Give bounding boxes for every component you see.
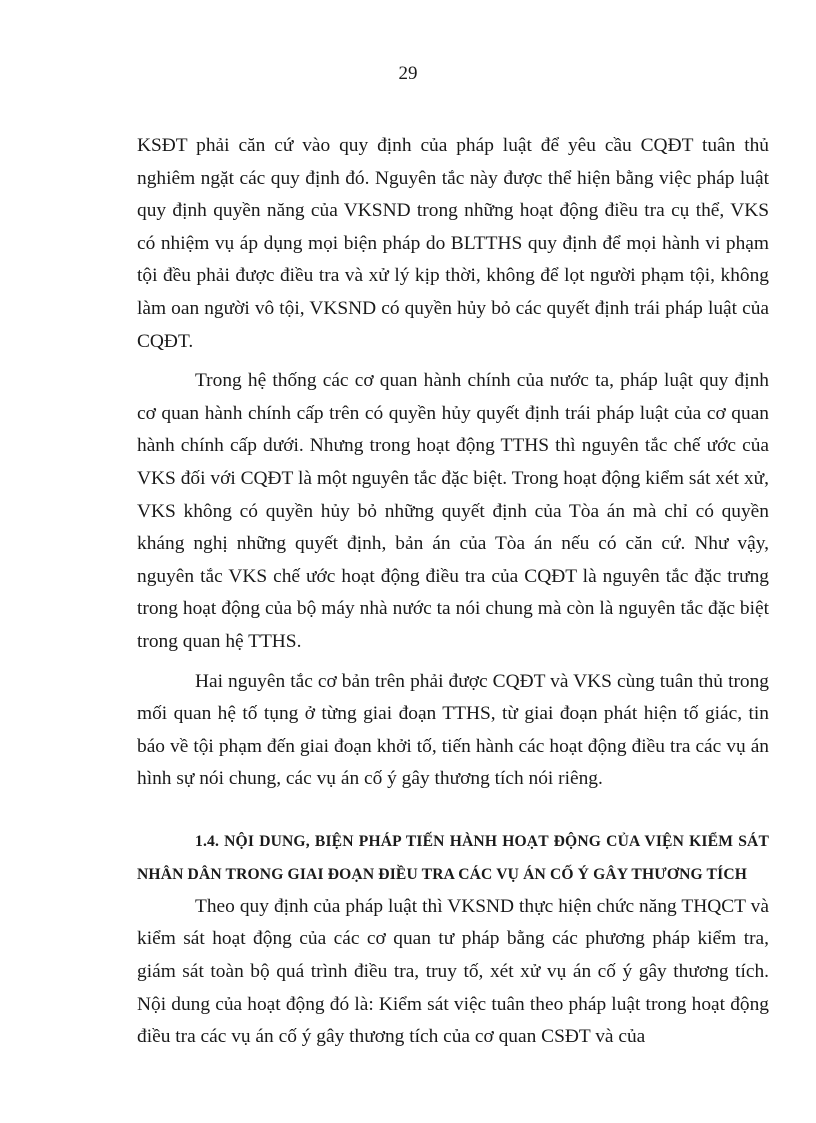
paragraph: Theo quy định của pháp luật thì VKSND thực hiện chức năng THQCT và kiểm sát hoạt động của các cơ quan tư pháp bằng các phương pháp kiểm tra, giám sát toàn bộ quá trình điều tra, truy tố, xét xử vụ án cố ý gây thương tích. Nội dung của hoạt động đó là: Kiểm sát việc tuân theo pháp luật trong hoạt động điều tra các vụ án cố ý gây thương tích của cơ quan CSĐT và của [137,895,769,1048]
section-heading: 1.4. NỘI DUNG, BIỆN PHÁP TIẾN HÀNH HOẠT ĐỘNG CỦA VIỆN KIỂM SÁT NHÂN DÂN TRONG GIAI ĐOẠN ĐIỀU TRA CÁC VỤ ÁN CỐ Ý GÂY THƯƠNG TÍCH [137,832,769,883]
paragraph-continued: KSĐT phải căn cứ vào quy định của pháp luật để yêu cầu CQĐT tuân thủ nghiêm ngặt các quy định đó. Nguyên tắc này được thể hiện bằng việc pháp luật quy định quyền năng của VKSND trong những hoạt động điều tra cụ thể, VKS có nhiệm vụ áp dụng mọi biện pháp do BLTTHS quy định để mọi hành vi phạm tội đều phải được điều tra và xử lý kịp thời, không để lọt người phạm tội, không làm oan người vô tội, VKSND có quyền hủy bỏ các quyết định trái pháp luật của CQĐT. [137,135,769,352]
paragraph: Trong hệ thống các cơ quan hành chính của nước ta, pháp luật quy định cơ quan hành chính cấp trên có quyền hủy quyết định trái pháp luật của cơ quan hành chính cấp dưới. Nhưng trong hoạt động TTHS thì nguyên tắc chế ước của VKS đối với CQĐT là một nguyên tắc đặc biệt. Trong hoạt động kiểm sát xét xử, VKS không có quyền hủy bỏ những quyết định của Tòa án mà chỉ có quyền kháng nghị những quyết định, bản án của Tòa án nếu có căn cứ. Như vậy, nguyên tắc VKS chế ước hoạt động điều tra của CQĐT là nguyên tắc đặc trưng trong hoạt động của bộ máy nhà nước ta nói chung mà còn là nguyên tắc đặc biệt trong quan hệ TTHS. [137,370,769,652]
paragraph: Hai nguyên tắc cơ bản trên phải được CQĐT và VKS cùng tuân thủ trong mối quan hệ tố tụng ở từng giai đoạn TTHS, từ giai đoạn phát hiện tố giác, tin báo về tội phạm đến giai đoạn khởi tố, tiến hành các hoạt động điều tra các vụ án hình sự nói chung, các vụ án cố ý gây thương tích nói riêng. [137,670,769,790]
body-text [137,130,769,1054]
page-number: 29 [398,63,418,84]
